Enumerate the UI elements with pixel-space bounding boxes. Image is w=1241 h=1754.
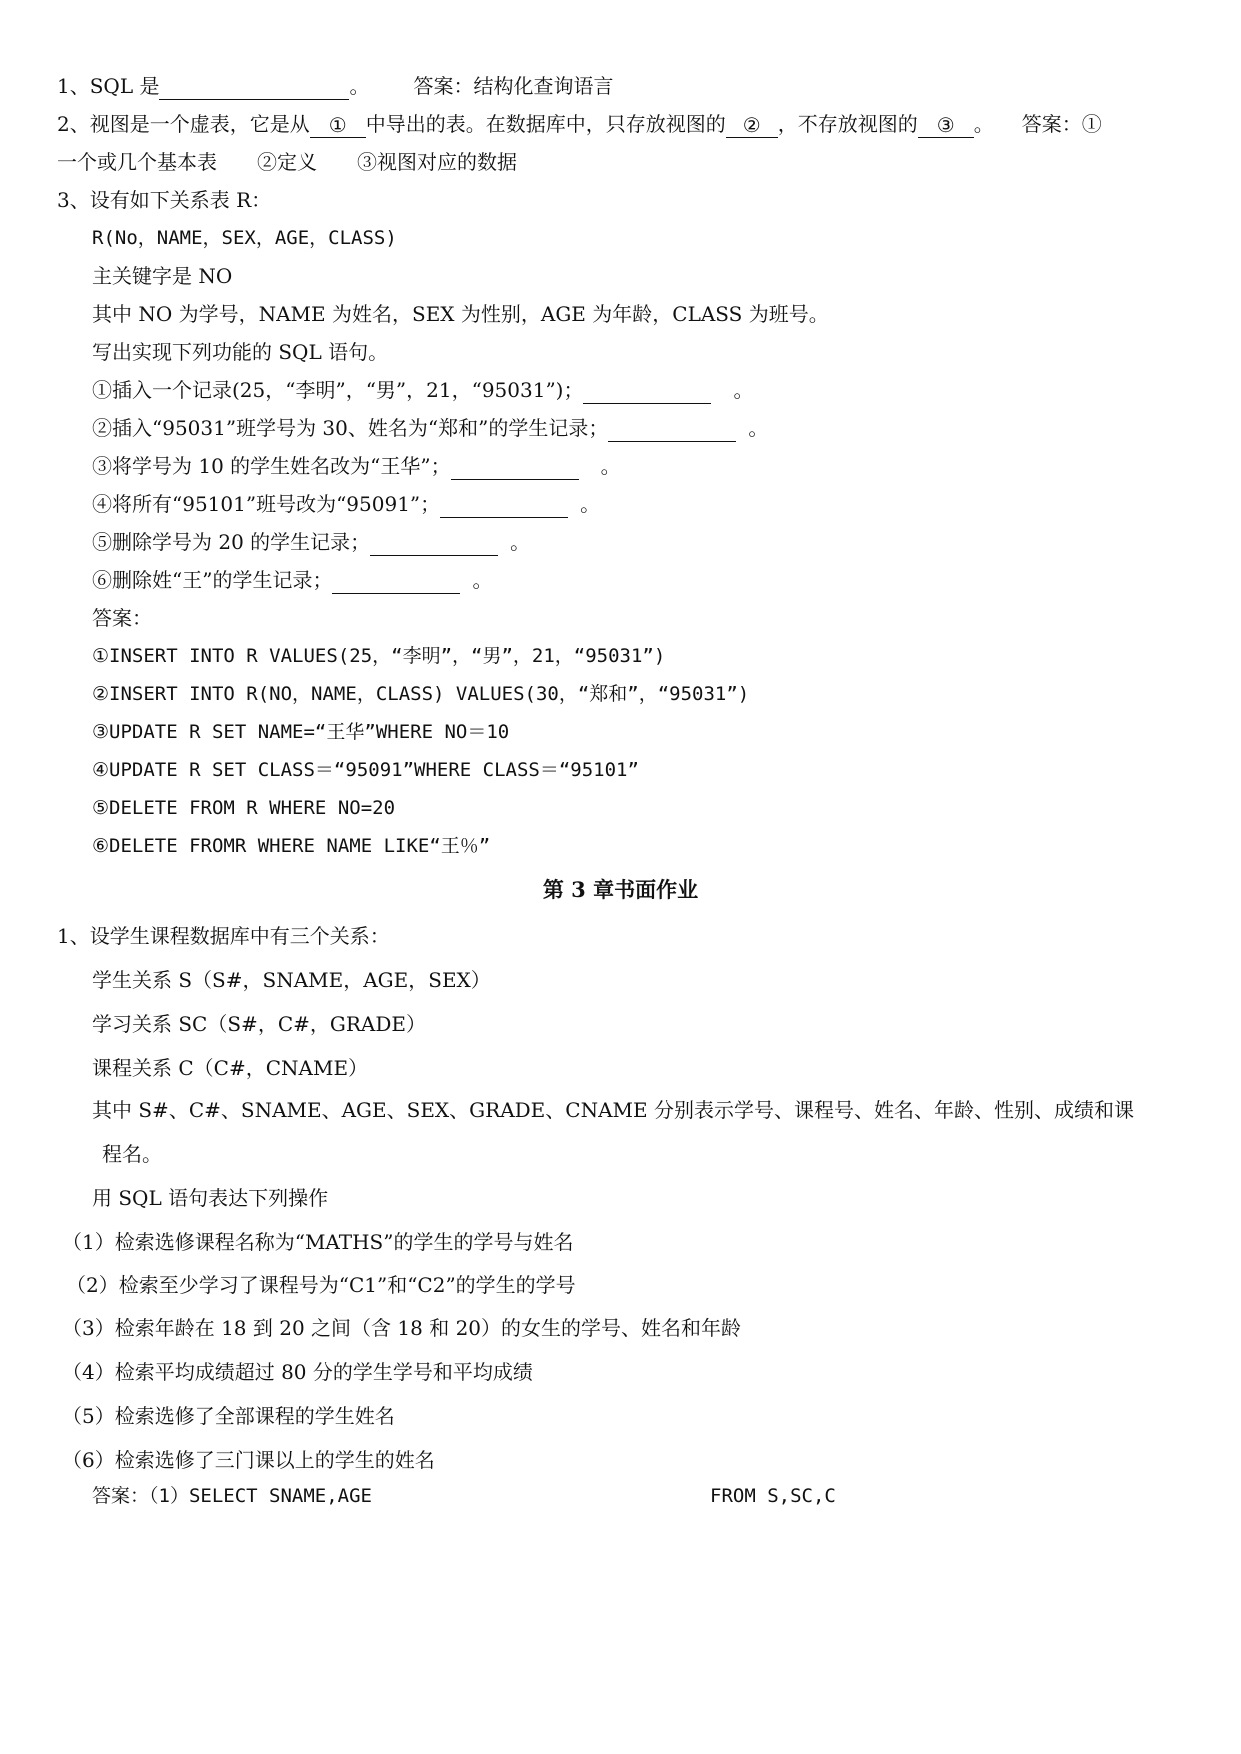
query-item: （5）检索选修了全部课程的学生姓名 [62, 1404, 395, 1428]
answer-from: FROM S,SC,C [710, 1485, 836, 1507]
task-item: ①插入一个记录(25，“李明”，“男”，21，“95031”)； 。 [92, 378, 754, 402]
blank-2: ② [726, 111, 778, 138]
question-2-text-c: 中导出的表。在数据库中，只存放视图的 [365, 112, 726, 136]
answer-line: ⑥DELETE FROMR WHERE NAME LIKE“王％” [92, 835, 491, 857]
blank-3: ③ [918, 111, 974, 138]
task-item: ②插入“95031”班学号为 30、姓名为“郑和”的学生记录； 。 [92, 416, 769, 440]
answer-line: ④UPDATE R SET CLASS＝“95091”WHERE CLASS＝“95101” [92, 759, 639, 781]
chapter-question-1: 1、设学生课程数据库中有三个关系： [57, 924, 390, 948]
chapter-heading: 第 3 章书面作业 [542, 877, 699, 902]
query-item: （4）检索平均成绩超过 80 分的学生学号和平均成绩 [62, 1360, 533, 1384]
question-2-answer-label: 答案：① [1021, 112, 1102, 136]
query-item: （3）检索年龄在 18 到 20 之间（含 18 和 20）的女生的学号、姓名和年龄 [62, 1316, 742, 1340]
question-2-text-a: 2、视图是一个虚表，它是从 [57, 112, 310, 136]
question-1-text: 1、SQL 是 [57, 74, 160, 98]
relation-desc: 其中 NO 为学号，NAME 为姓名，SEX 为性别，AGE 为年龄，CLASS 为班号。 [92, 302, 829, 326]
task-item: ③将学号为 10 的学生姓名改为“王华”； 。 [92, 454, 621, 478]
task-item: ④将所有“95101”班号改为“95091”； 。 [92, 492, 601, 516]
relation-explain: 其中 S#、C#、SNAME、AGE、SEX、GRADE、CNAME 分别表示学号、课程号、姓名、年龄、性别、成绩和课 [92, 1098, 1134, 1122]
answer-line: ①INSERT INTO R VALUES(25，“李明”，“男”，21，“95031”) [92, 645, 666, 667]
question-2-text-e: 。 [973, 112, 994, 136]
task-item: ⑤删除学号为 20 的学生记录； 。 [92, 530, 531, 554]
answer-line: ②INSERT INTO R(NO，NAME，CLASS) VALUES(30，“郑和”，“95031”) [92, 683, 750, 705]
question-3-title: 3、设有如下关系表 R： [57, 188, 272, 212]
question-2 [57, 110, 1102, 138]
query-item: （2）检索至少学习了课程号为“C1”和“C2”的学生的学号 [66, 1273, 576, 1297]
relation-r: R(No，NAME，SEX，AGE，CLASS) [92, 227, 397, 249]
answer-line: ③UPDATE R SET NAME=“王华”WHERE NO＝10 [92, 721, 510, 743]
question-1-answer: 答案：结构化查询语言 [413, 74, 614, 98]
task-item: ⑥删除姓“王”的学生记录； 。 [92, 568, 493, 592]
primary-key: 主关键字是 NO [92, 264, 233, 288]
answer-select: 答案：（1）SELECT SNAME,AGE [92, 1485, 372, 1507]
relation-sc: 学习关系 SC（S#，C#，GRADE） [92, 1012, 426, 1036]
relation-explain-cont: 程名。 [102, 1142, 162, 1166]
task-text: 写出实现下列功能的 SQL 语句。 [92, 340, 389, 364]
question-2-answer: 一个或几个基本表 ②定义 ③视图对应的数据 [57, 150, 517, 174]
answer-label: 答案： [92, 606, 152, 630]
answer-line: ⑤DELETE FROM R WHERE NO=20 [92, 797, 396, 819]
question-1 [57, 72, 613, 100]
answer-blank [159, 75, 349, 100]
question-2-text-d: ，不存放视图的 [777, 112, 918, 136]
question-1-suffix: 。 [349, 74, 370, 98]
relation-s: 学生关系 S（S#，SNAME，AGE，SEX） [92, 968, 491, 992]
query-item: （1）检索选修课程名称为“MATHS”的学生的学号与姓名 [62, 1230, 574, 1254]
query-item: （6）检索选修了三门课以上的学生的姓名 [62, 1448, 435, 1472]
relation-c: 课程关系 C（C#，CNAME） [92, 1056, 369, 1080]
sql-task: 用 SQL 语句表达下列操作 [92, 1186, 329, 1210]
blank-1: ① [310, 111, 366, 138]
